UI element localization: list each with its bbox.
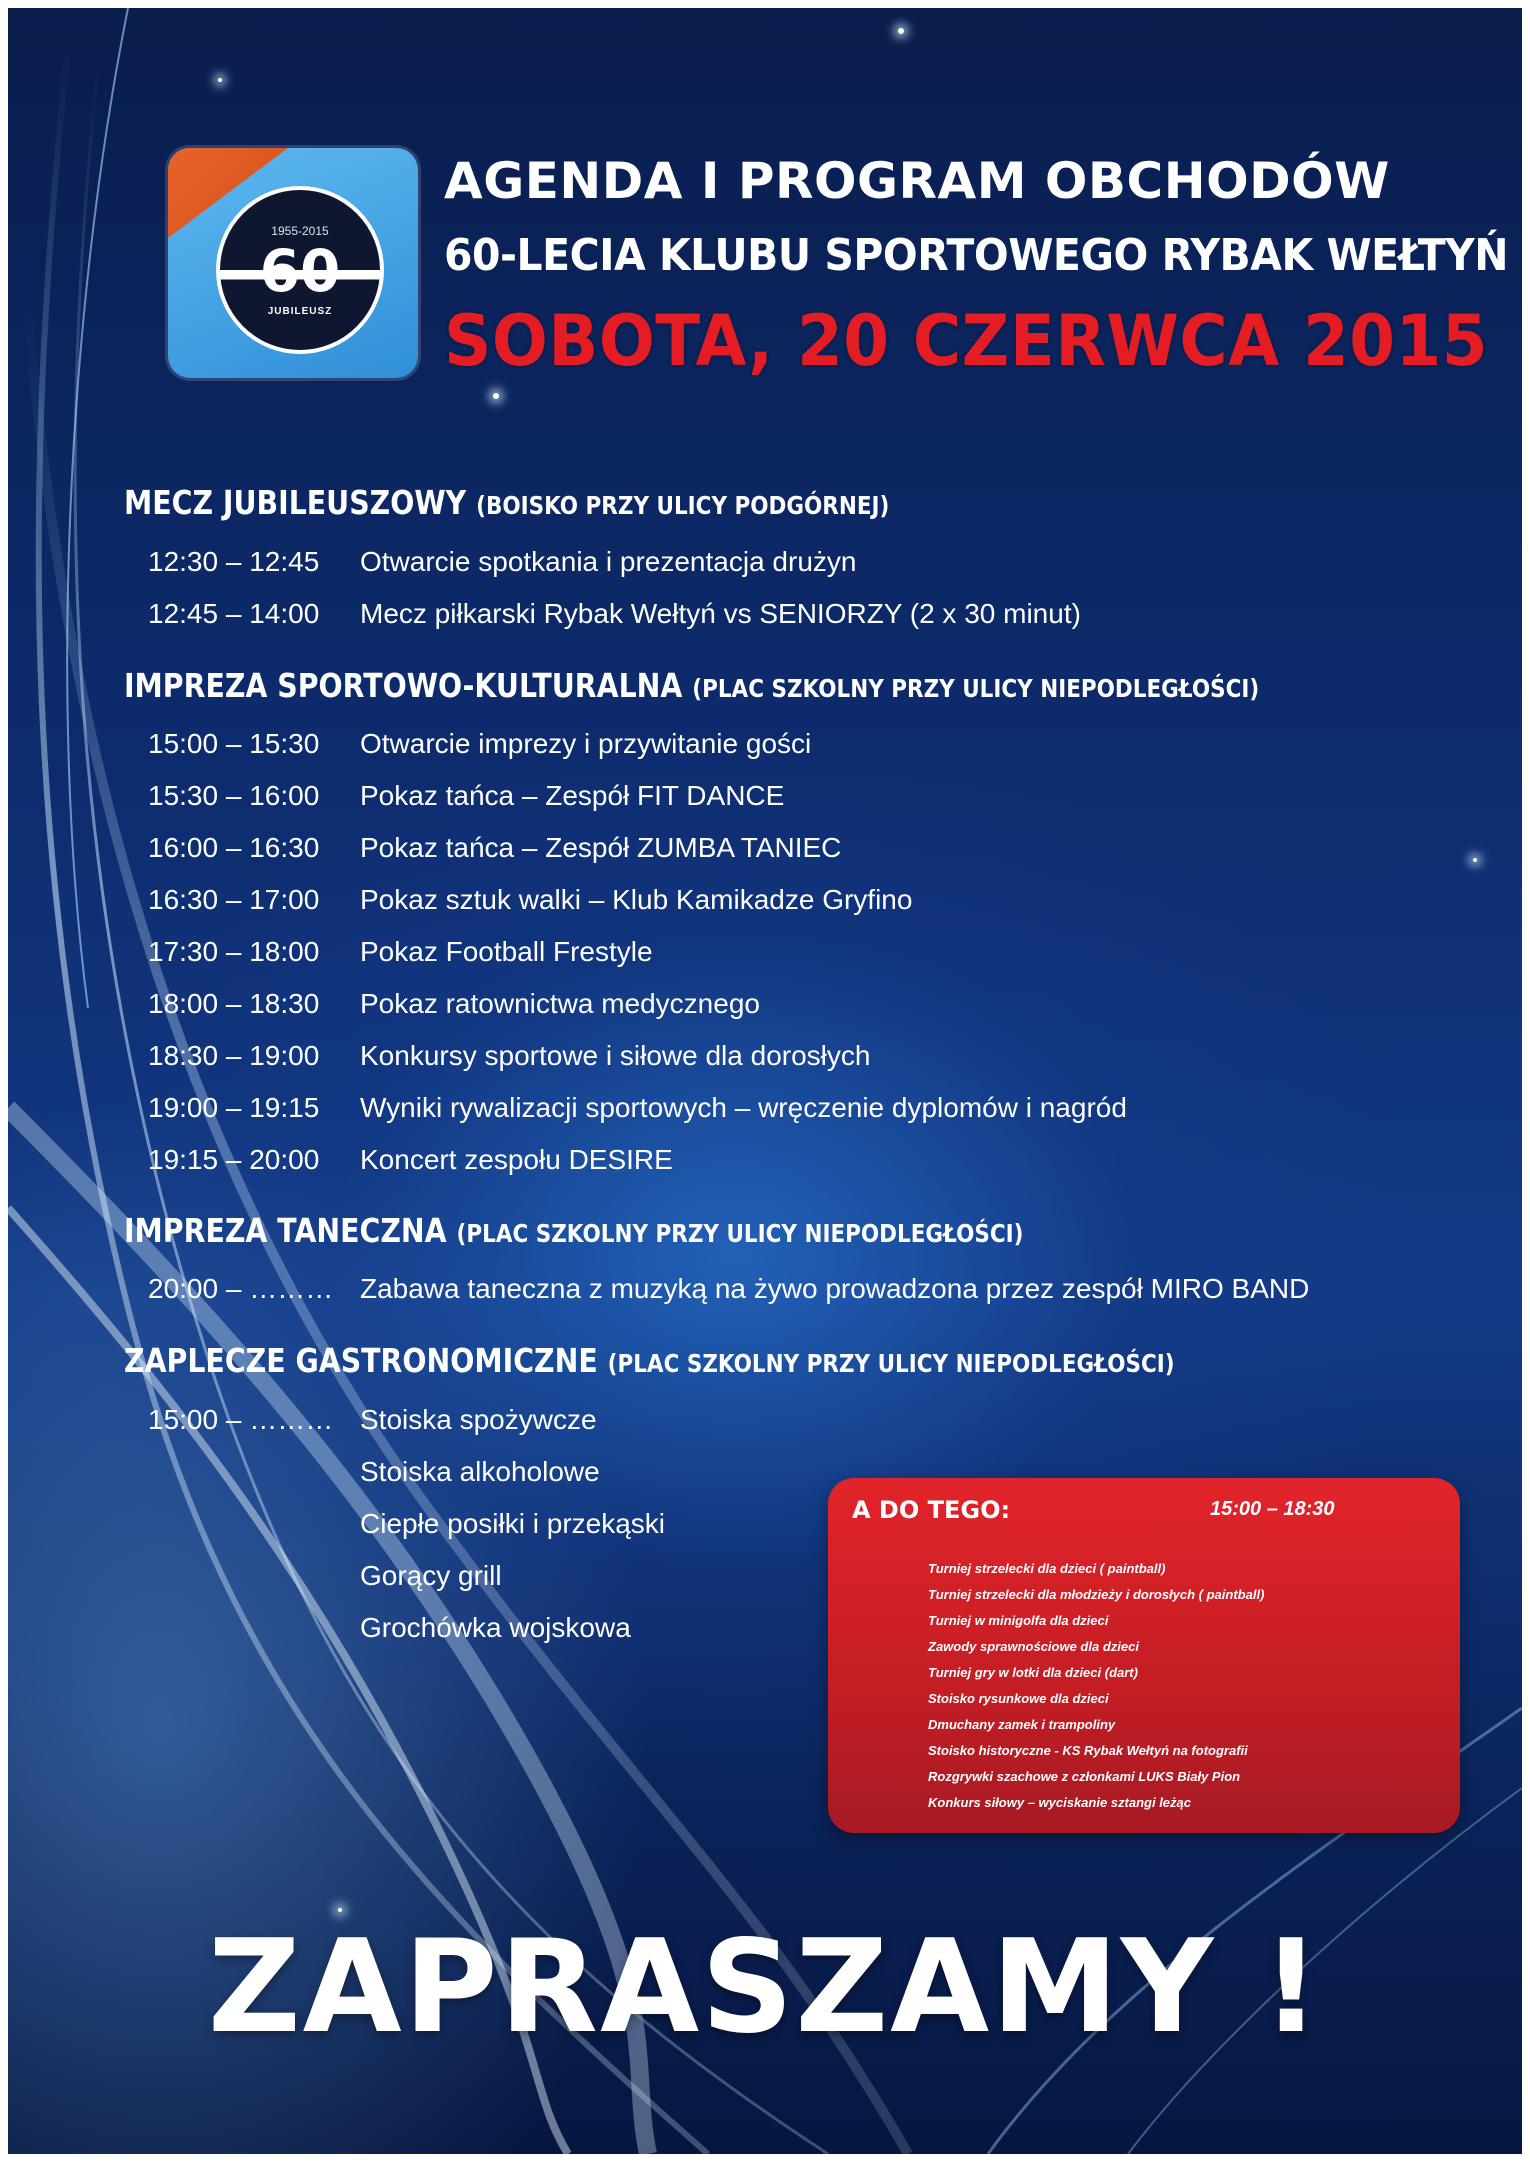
schedule-description: Otwarcie imprezy i przywitanie gości: [360, 728, 812, 759]
star-sparkle: [493, 393, 499, 399]
schedule-description: Stoiska alkoholowe: [360, 1456, 600, 1487]
list-item: Turniej gry w lotki dla dzieci (dart): [928, 1665, 1138, 1680]
poster: [8, 8, 1522, 2154]
title-line-1: AGENDA I PROGRAM OBCHODÓW: [444, 152, 1390, 210]
list-item: Stoisko rysunkowe dla dzieci: [928, 1691, 1109, 1706]
section-title: IMPREZA SPORTOWO-KULTURALNA: [124, 666, 683, 705]
invitation-text: ZAPRASZAMY !: [207, 1913, 1323, 2062]
schedule-description: Pokaz tańca – Zespół ZUMBA TANIEC: [360, 832, 842, 863]
event-date: SOBOTA, 20 CZERWCA 2015: [444, 300, 1488, 382]
list-item: Turniej strzelecki dla młodzieży i dorosłych ( paintball): [928, 1587, 1265, 1602]
schedule-description: Wyniki rywalizacji sportowych – wręczenie dyplomów i nagród: [360, 1092, 1127, 1123]
schedule-description: Ciepłe posiłki i przekąski: [360, 1508, 666, 1539]
logo-years: 1955-2015: [271, 223, 329, 238]
section-heading: [124, 1211, 1023, 1250]
section-heading: [124, 1341, 1175, 1380]
schedule-row: [148, 1040, 870, 1080]
section-location: (PLAC SZKOLNY PRZY ULICY NIEPODLEGŁOŚCI): [456, 1219, 1024, 1248]
schedule-row: [148, 546, 856, 586]
schedule-description: Pokaz Football Frestyle: [360, 936, 653, 967]
list-item: Turniej strzelecki dla dzieci ( paintball): [928, 1561, 1166, 1576]
schedule-description: Pokaz sztuk walki – Klub Kamikadze Gryfino: [360, 884, 913, 915]
schedule-description: Gorący grill: [360, 1560, 502, 1591]
schedule-description: Pokaz ratownictwa medycznego: [360, 988, 760, 1019]
schedule-time: 20:00 – ………: [148, 1273, 334, 1304]
schedule-time: 17:30 – 18:00: [148, 936, 320, 967]
schedule-time: 19:00 – 19:15: [148, 1092, 320, 1123]
schedule-time: 18:30 – 19:00: [148, 1040, 320, 1071]
schedule-time: 15:30 – 16:00: [148, 780, 320, 811]
schedule-time: 16:30 – 17:00: [148, 884, 320, 915]
schedule-row: [148, 1456, 600, 1496]
logo-number: 60: [259, 236, 341, 305]
extra-attractions-list: [928, 1556, 1264, 1816]
schedule-row: [148, 598, 1081, 638]
schedule-description: Koncert zespołu DESIRE: [360, 1144, 673, 1175]
section-title: IMPREZA TANECZNA: [124, 1211, 447, 1250]
extra-attractions-heading: A DO TEGO:: [852, 1496, 1011, 1524]
section-heading: [124, 483, 889, 522]
title-line-2: 60-LECIA KLUBU SPORTOWEGO RYBAK WEŁTYŃ: [444, 230, 1509, 281]
schedule-description: Otwarcie spotkania i prezentacja drużyn: [360, 546, 857, 577]
section-heading: [124, 666, 1259, 705]
star-sparkle: [1473, 858, 1477, 862]
logo-caption: JUBILEUSZ: [267, 305, 333, 317]
section-location: (BOISKO PRZY ULICY PODGÓRNEJ): [476, 491, 890, 520]
schedule-row: [148, 1144, 673, 1184]
schedule-time: 15:00 – ………: [148, 1404, 334, 1435]
schedule-row: [148, 1092, 1127, 1132]
schedule-row: [148, 1508, 665, 1548]
list-item: Dmuchany zamek i trampoliny: [928, 1717, 1116, 1732]
list-item: Stoisko historyczne - KS Rybak Wełtyń na fotografii: [928, 1743, 1248, 1758]
schedule-row: [148, 832, 841, 872]
section-location: (PLAC SZKOLNY PRZY ULICY NIEPODLEGŁOŚCI): [607, 1349, 1175, 1378]
schedule-description: Zabawa taneczna z muzyką na żywo prowadzona przez zespół MIRO BAND: [360, 1273, 1310, 1304]
schedule-description: Pokaz tańca – Zespół FIT DANCE: [360, 780, 785, 811]
schedule-time: 15:00 – 15:30: [148, 728, 320, 759]
section-title: ZAPLECZE GASTRONOMICZNE: [124, 1341, 598, 1380]
schedule-row: [148, 1560, 502, 1600]
schedule-description: Stoiska spożywcze: [360, 1404, 597, 1435]
schedule-time: 19:15 – 20:00: [148, 1144, 320, 1175]
logo-disc: [216, 186, 384, 354]
schedule-row: [148, 1273, 1309, 1313]
schedule-description: Mecz piłkarski Rybak Wełtyń vs SENIORZY (2 x 30 minut): [360, 598, 1081, 629]
list-item: Zawody sprawnościowe dla dzieci: [928, 1639, 1139, 1654]
star-sparkle: [218, 78, 222, 82]
schedule-row: [148, 988, 760, 1028]
schedule-time: 18:00 – 18:30: [148, 988, 320, 1019]
star-sparkle: [338, 1908, 342, 1912]
schedule-time: 12:45 – 14:00: [148, 598, 320, 629]
club-jubilee-logo: [168, 148, 418, 378]
schedule-row: [148, 936, 653, 976]
extra-attractions-time: 15:00 – 18:30: [1210, 1498, 1335, 1520]
schedule-description: Grochówka wojskowa: [360, 1612, 631, 1643]
schedule-time: 12:30 – 12:45: [148, 546, 320, 577]
schedule-row: [148, 1612, 631, 1652]
schedule-row: [148, 1404, 597, 1444]
schedule-time: 16:00 – 16:30: [148, 832, 320, 863]
list-item: Turniej w minigolfa dla dzieci: [928, 1613, 1109, 1628]
schedule-description: Konkursy sportowe i siłowe dla dorosłych: [360, 1040, 871, 1071]
section-location: (PLAC SZKOLNY PRZY ULICY NIEPODLEGŁOŚCI): [692, 674, 1260, 703]
extra-attractions-box: [828, 1478, 1460, 1833]
star-sparkle: [898, 28, 904, 34]
section-title: MECZ JUBILEUSZOWY: [124, 483, 467, 522]
schedule-row: [148, 884, 912, 924]
list-item: Rozgrywki szachowe z członkami LUKS Biały Pion: [928, 1769, 1241, 1784]
list-item: Konkurs siłowy – wyciskanie sztangi leżąc: [928, 1795, 1191, 1810]
schedule-row: [148, 780, 784, 820]
schedule-row: [148, 728, 811, 768]
